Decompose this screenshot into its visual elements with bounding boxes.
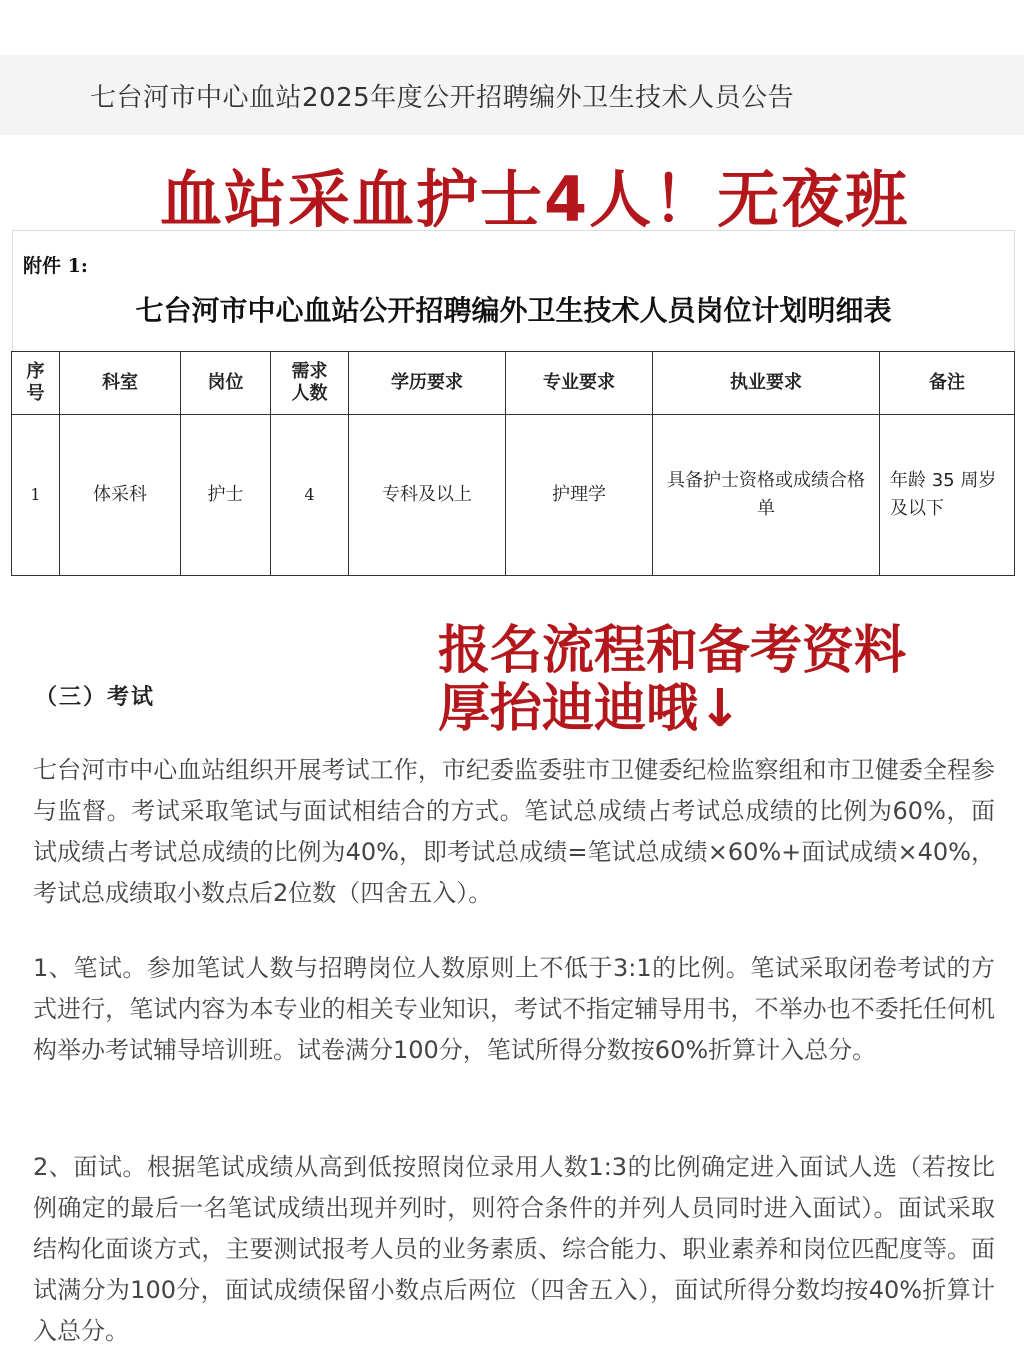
interview-paragraph: 2、面试。根据笔试成绩从高到低按照岗位录用人数1:3的比例确定进入面试人选（若按比例确定的最后一名笔试成绩出现并列时，则符合条件的并列人员同时进入面试）。面试采取结构化面谈方式，主要测试报考人员的业务素质、综合能力、职业素养和岗位匹配度等。面试满分为100分，面试成绩保留小数点后两位（四舍五入），面试所得分数均按40%折算计入总分。: [33, 1153, 995, 1345]
announcement-header: [0, 55, 1024, 135]
header-department: 科室: [60, 352, 181, 415]
header-major: 专业要求: [506, 352, 653, 415]
announcement-title: 七台河市中心血站2025年度公开招聘编外卫生技术人员公告: [90, 83, 795, 113]
cell-department: 体采科: [60, 415, 181, 576]
written-test-paragraph: 1、笔试。参加笔试人数与招聘岗位人数原则上不低于3:1的比例。笔试采取闭卷考试的方式进行，笔试内容为本专业的相关专业知识，考试不指定辅导用书，不举办也不委托任何机构举办考试辅导培训班。试卷满分100分，笔试所得分数按60%折算计入总分。: [33, 954, 995, 1064]
table-title: 七台河市中心血站公开招聘编外卫生技术人员岗位计划明细表: [135, 294, 892, 327]
header-remarks: 备注: [880, 352, 1015, 415]
promo-note-line2: 厚抬迪迪哦↓: [438, 679, 742, 739]
attachment-box: [12, 230, 1015, 351]
cell-seq: 1: [12, 415, 60, 576]
cell-count: 4: [271, 415, 349, 576]
table-row: [12, 415, 1015, 576]
header-education: 学历要求: [349, 352, 506, 415]
cell-major: 护理学: [506, 415, 653, 576]
cell-position: 护士: [181, 415, 271, 576]
header-seq: 序号: [12, 352, 60, 415]
header-count: 需求人数: [271, 352, 349, 415]
header-license: 执业要求: [653, 352, 880, 415]
table-header-row: [12, 352, 1015, 415]
promo-note-line1: 报名流程和备考资料: [438, 621, 907, 681]
section-heading: （三）考试: [35, 684, 156, 710]
promo-note: [438, 622, 906, 738]
position-plan-table: [11, 351, 1015, 576]
exam-paragraph: 七台河市中心血站组织开展考试工作，市纪委监委驻市卫健委纪检监察组和市卫健委全程参与监督。考试采取笔试与面试相结合的方式。笔试总成绩占考试总成绩的比例为60%，面试成绩占考试总成绩的比例为40%，即考试总成绩=笔试总成绩×60%+面试成绩×40%，考试总成绩取小数点后2位数（四舍五入）。: [33, 756, 995, 907]
attachment-label: 附件 1:: [23, 255, 88, 277]
promo-headline: 血站采血护士4人！无夜班: [160, 163, 910, 236]
cell-remarks: 年龄 35 周岁及以下: [880, 415, 1015, 576]
cell-education: 专科及以上: [349, 415, 506, 576]
header-position: 岗位: [181, 352, 271, 415]
cell-license: 具备护士资格或成绩合格单: [653, 415, 880, 576]
